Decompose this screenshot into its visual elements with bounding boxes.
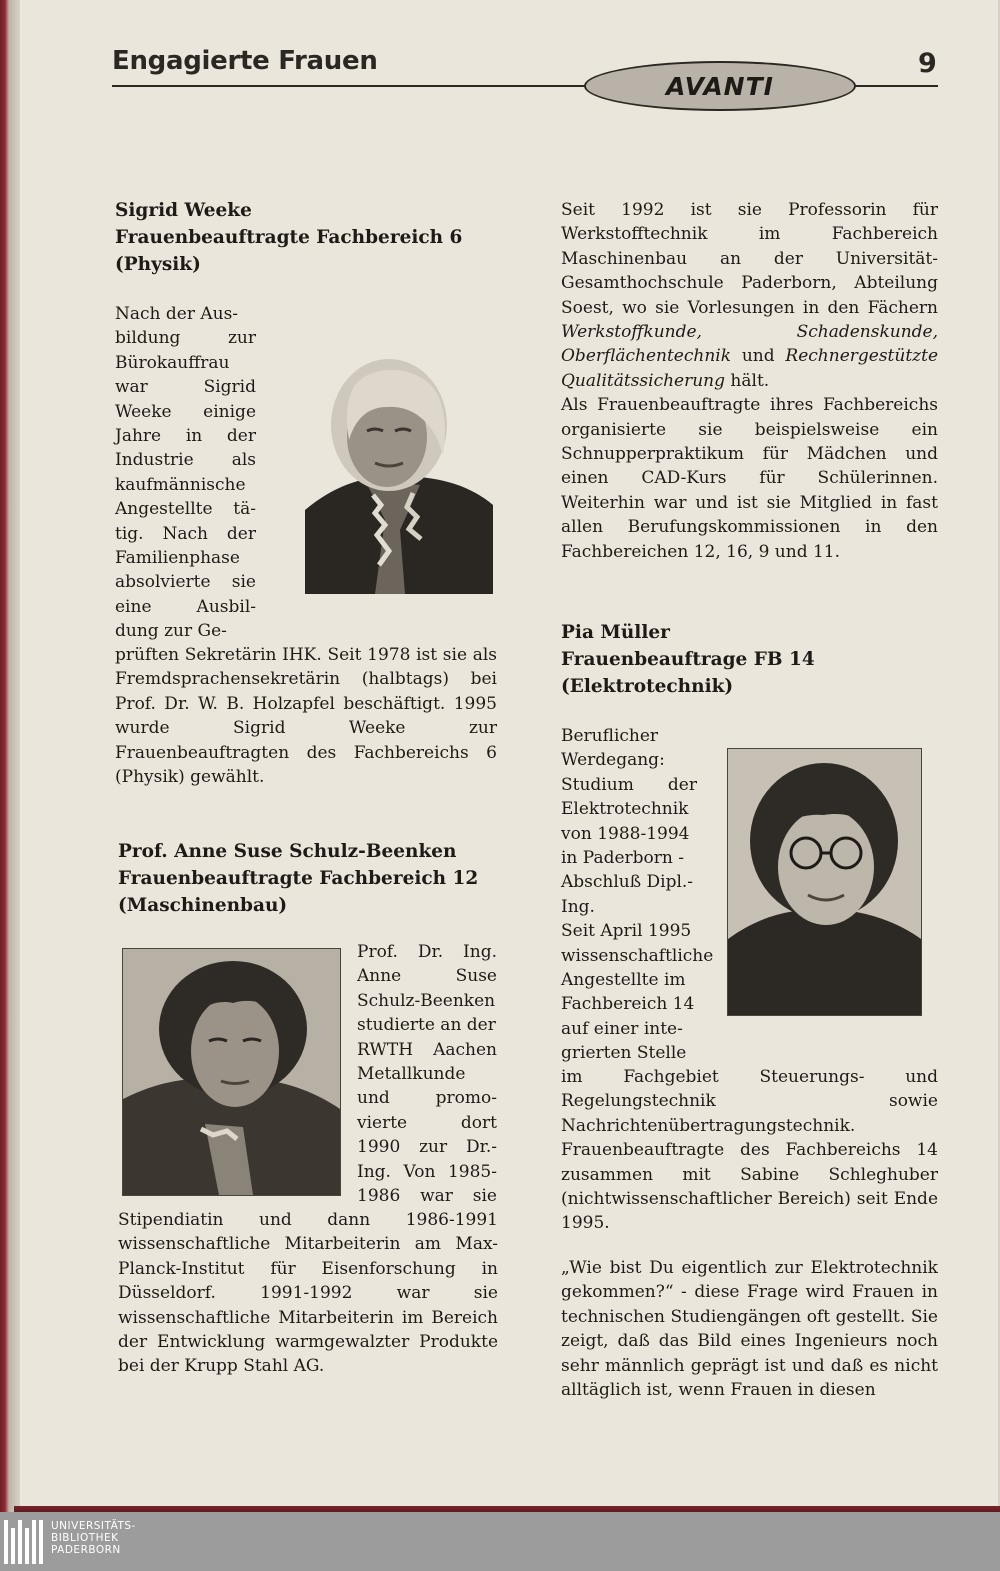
- magazine-name: AVANTI: [666, 71, 774, 101]
- text-line: Angestellte im: [561, 970, 686, 991]
- text-line: Metallkunde: [357, 1064, 466, 1085]
- person-name: Pia Müller: [561, 622, 670, 643]
- text-line: Familienphase: [115, 548, 240, 569]
- text-line: Weeke einige: [115, 401, 256, 422]
- mueller-body-text: im Fachgebiet Steuerungs- und Regelungstechnik sowie Nachrichtenübertragungstechnik. Frauenbeauftragte des Fachbereichs 14 zusammen mit Sabine Schleghuber (nichtwissenschaftlicher Bereich) seit Ende 1995.: [561, 1067, 938, 1234]
- text-line: Werdegang:: [561, 750, 665, 771]
- text-line: vierte dort: [357, 1112, 497, 1133]
- library-footer: [0, 1512, 1000, 1571]
- text-line: Ing.: [561, 896, 595, 917]
- text-line: 1990 zur Dr.-: [357, 1137, 497, 1158]
- text-line: und promo-: [357, 1088, 497, 1109]
- weeke-heading: [115, 197, 463, 278]
- portrait-image: [123, 949, 340, 1195]
- book-binding: [0, 0, 22, 1512]
- text-line: Angestellte tä-: [115, 499, 256, 520]
- person-role: Frauenbeauftrage FB 14: [561, 649, 815, 670]
- text-line: Prof. Dr. Ing.: [357, 942, 497, 962]
- text-line: Anne Suse: [357, 966, 497, 987]
- page-number: 9: [918, 48, 937, 79]
- person-dept: (Elektrotechnik): [561, 676, 734, 697]
- mueller-heading: [561, 619, 938, 700]
- library-logo: [0, 1518, 136, 1564]
- text-line: Studium der: [561, 774, 697, 795]
- weeke-narrow-text: [115, 302, 256, 644]
- text-line: Abschluß Dipl.-: [561, 872, 694, 893]
- text-line: tig. Nach der: [115, 523, 256, 544]
- mueller-narrow-text: [561, 724, 714, 1066]
- text-line: bildung zur: [115, 328, 256, 349]
- magazine-logo: [584, 61, 856, 111]
- text-line: studierte an der: [357, 1015, 496, 1036]
- weeke-body-text: prüften Sekretärin IHK. Seit 1978 ist sie als Fremdsprachensekretärin (halbtags) bei Prof. Dr. W. B. Holzapfel beschäftigt. 1995 wurde Sigrid Weeke zur Frauenbeauftragten des Fachbereichs 6 (Physik) gewählt.: [115, 645, 497, 788]
- text-line: Industrie als: [115, 450, 256, 471]
- text-line: Bürokauffrau: [115, 352, 230, 373]
- person-name: Sigrid Weeke: [115, 200, 252, 221]
- weeke-photo: [305, 345, 493, 594]
- schulz-activities-paragraph: Als Frauenbeauftragte ihres Fachbereichs organisierte sie beispielsweise ein Schnupperpraktikum für Mädchen und einen CAD-Kurs für Schülerinnen. Weiterhin war und ist sie Mitglied in fast allen Berufungskommissionen in den Fachbereichen 12, 16, 9 und 11.: [561, 395, 938, 562]
- text-line: war Sigrid: [115, 377, 256, 398]
- schulz-photo: [122, 948, 341, 1196]
- text-line: Fachbereich 14: [561, 994, 695, 1015]
- person-dept: (Maschinenbau): [118, 895, 288, 916]
- schulz-body-text: Stipendiatin und dann 1986-1991 wissenschaftliche Mitarbeiterin am Max-Planck-Institut für Eisenforschung in Düsseldorf. 1991-1992 war sie wissenschaftliche Mitarbeiterin im Bereich der Entwicklung warmgewalzter Produkte bei der Krupp Stahl AG.: [118, 1210, 498, 1377]
- text-line: auf einer inte-: [561, 1018, 683, 1039]
- text-line: Ing. Von 1985-: [357, 1161, 497, 1182]
- schulz-continued-text: Seit 1992 ist sie Professorin für Werkstofftechnik im Fachbereich Maschinenbau an der Universität-Gesamthochschule Paderborn, Abteilung Soest, wo sie Vorlesungen in den Fächern Werkstoffkunde, Schadenskunde, Oberflächentechnik und Rechnergestützte Qualitätssicherung hält. Als Frauenbeauftragte ihres Fachbereichs organisierte sie beispielsweise ein Schnupperpraktikum für Mädchen und einen CAD-Kurs für Schülerinnen. Weiterhin war und ist sie Mitglied in fast allen Berufungskommissionen in den Fachbereichen 12, 16, 9 und 11.: [561, 198, 938, 564]
- portrait-image: [728, 749, 921, 1015]
- schulz-heading: [118, 838, 498, 919]
- text-line: Jahre in der: [115, 426, 256, 447]
- text-line: Elektrotechnik: [561, 799, 689, 820]
- text-line: dung zur Ge-: [115, 621, 227, 642]
- schulz-narrow-text: [357, 940, 497, 1208]
- person-dept: (Physik): [115, 254, 201, 275]
- text-line: RWTH Aachen: [357, 1039, 497, 1060]
- text-line: Seit April 1995: [561, 921, 692, 942]
- mueller-quote-paragraph: „Wie bist Du eigentlich zur Elektrotechnik gekommen?“ - diese Frage wird Frauen in technischen Studiengängen oft gestellt. Sie zeigt, daß das Bild eines Ingenieurs noch sehr männlich geprägt ist und daß es nicht alltäglich ist, wenn Frauen in diesen: [561, 1258, 938, 1401]
- section-title: Engagierte Frauen: [112, 46, 378, 76]
- text-line: Beruflicher: [561, 726, 659, 746]
- text-line: kaufmännische: [115, 474, 246, 495]
- text-line: 1986 war sie: [357, 1186, 497, 1207]
- person-name: Prof. Anne Suse Schulz-Beenken: [118, 841, 457, 862]
- library-name: UNIVERSITÄTS- BIBLIOTHEK PADERBORN: [51, 1520, 136, 1556]
- text-line: wissenschaftliche: [561, 945, 714, 966]
- portrait-image: [305, 345, 493, 594]
- text-line: in Paderborn -: [561, 848, 685, 869]
- person-role: Frauenbeauftragte Fachbereich 12: [118, 868, 479, 889]
- text-line: absolvierte sie: [115, 572, 256, 593]
- library-bars-icon: [4, 1520, 43, 1564]
- person-role: Frauenbeauftragte Fachbereich 6: [115, 227, 463, 248]
- mueller-photo: [727, 748, 922, 1016]
- text-line: grierten Stelle: [561, 1043, 687, 1064]
- text-line: Schulz-Beenken: [357, 990, 496, 1011]
- text-line: eine Ausbil-: [115, 596, 256, 617]
- text-line: Nach der Aus-: [115, 304, 239, 324]
- text-line: von 1988-1994: [561, 823, 690, 844]
